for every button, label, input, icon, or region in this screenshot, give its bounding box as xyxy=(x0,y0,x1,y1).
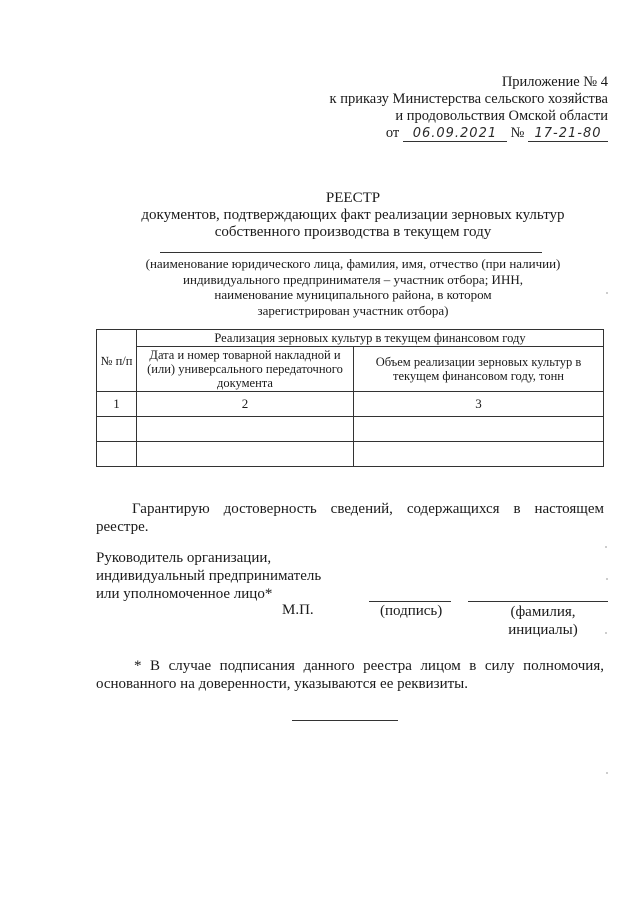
name-note-line: (наименование юридического лица, фамилия, имя, отчество (при наличии) xyxy=(145,256,561,271)
appendix-title: Приложение № 4 xyxy=(501,74,608,90)
date-prefix: от xyxy=(385,125,400,141)
table-cell xyxy=(137,417,354,442)
col-number-1: 1 xyxy=(97,392,137,417)
guarantee-statement: Гарантирую достоверность сведений, содержащихся в настоящем реестре. xyxy=(96,501,604,535)
appendix-date-line xyxy=(330,125,608,142)
number-prefix: № xyxy=(510,125,525,141)
scan-speck xyxy=(605,546,607,548)
fio-label-line: (фамилия, xyxy=(510,604,576,620)
handwritten-number: 17-21-80 xyxy=(528,127,608,142)
header-document: Дата и номер товарной накладной и (или) универсального передаточного документа xyxy=(137,347,354,392)
stamp-place-label: М.П. xyxy=(282,602,314,618)
document-title xyxy=(96,190,610,241)
fio-label-line: инициалы) xyxy=(508,622,578,638)
signer-line: или уполномоченное лицо* xyxy=(96,586,273,602)
table-row xyxy=(97,417,604,442)
registry-table xyxy=(96,329,604,467)
name-initials-label xyxy=(498,603,588,639)
handwritten-date: 06.09.2021 xyxy=(403,127,507,142)
scan-speck xyxy=(605,632,607,634)
header-num: № п/п xyxy=(97,330,137,392)
signer-line: индивидуальный предприниматель xyxy=(96,568,322,584)
table-row xyxy=(97,442,604,467)
signer-line: Руководитель организации, xyxy=(96,550,272,566)
participant-name-line xyxy=(160,252,542,253)
title-registry: РЕЕСТР xyxy=(325,190,381,206)
appendix-order-line: к приказу Министерства сельского хозяйства xyxy=(329,91,608,107)
participant-name-note xyxy=(96,256,610,318)
end-divider xyxy=(292,720,398,721)
col-number-2: 2 xyxy=(137,392,354,417)
col-number-3: 3 xyxy=(354,392,604,417)
appendix-ministry-line: и продовольствия Омской области xyxy=(395,108,608,124)
header-group: Реализация зерновых культур в текущем финансовом году xyxy=(137,330,604,347)
title-subtitle-1: документов, подтверждающих факт реализации зерновых культур xyxy=(141,207,565,223)
footnote: * В случае подписания данного реестра лицом в силу полномочия, основанного на доверенности, указываются ее реквизиты. xyxy=(96,658,604,692)
appendix-header xyxy=(330,74,608,142)
table-cell xyxy=(97,417,137,442)
table-subheader-row xyxy=(97,347,604,392)
name-initials-line xyxy=(468,601,608,602)
signature-line xyxy=(369,601,451,602)
signer-block xyxy=(96,549,321,603)
header-volume: Объем реализации зерновых культур в текущем финансовом году, тонн xyxy=(354,347,604,392)
scan-speck xyxy=(606,772,608,774)
name-note-line: зарегистрирован участник отбора) xyxy=(257,302,449,318)
table-cell xyxy=(97,442,137,467)
table-header-row xyxy=(97,330,604,347)
scan-speck xyxy=(606,292,608,294)
table-cell xyxy=(354,442,604,467)
table-number-row xyxy=(97,392,604,417)
signature-label: (подпись) xyxy=(380,603,443,619)
name-note-line: наименование муниципального района, в котором xyxy=(214,287,492,302)
title-subtitle-2: собственного производства в текущем году xyxy=(214,224,492,240)
table-cell xyxy=(354,417,604,442)
table-cell xyxy=(137,442,354,467)
scan-speck xyxy=(606,578,608,580)
name-note-line: индивидуального предпринимателя – участник отбора; ИНН, xyxy=(183,271,523,287)
